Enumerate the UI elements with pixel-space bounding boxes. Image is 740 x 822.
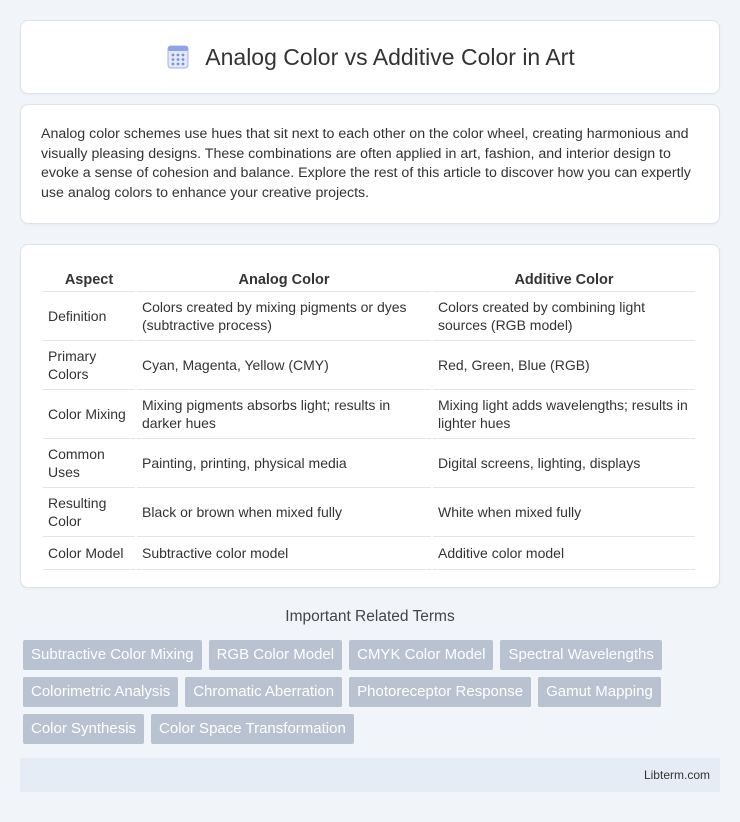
table-row: [43, 537, 695, 570]
cell-aspect: Primary Colors: [43, 341, 135, 390]
intro-card: [20, 104, 720, 224]
cell-additive: Digital screens, lighting, displays: [433, 439, 695, 488]
cell-aspect: Common Uses: [43, 439, 135, 488]
cell-aspect: Resulting Color: [43, 488, 135, 537]
term-tag[interactable]: Photoreceptor Response: [349, 677, 531, 707]
table-header-row: [43, 265, 695, 292]
cell-additive: Additive color model: [433, 537, 695, 570]
cell-aspect: Definition: [43, 292, 135, 341]
cell-additive: Red, Green, Blue (RGB): [433, 341, 695, 390]
header-analog: Analog Color: [137, 265, 431, 292]
term-tag[interactable]: RGB Color Model: [209, 640, 343, 670]
comparison-table: [41, 265, 697, 570]
header-additive: Additive Color: [433, 265, 695, 292]
table-row: [43, 488, 695, 537]
table-row: [43, 439, 695, 488]
term-tag[interactable]: Colorimetric Analysis: [23, 677, 178, 707]
term-tag[interactable]: Chromatic Aberration: [185, 677, 342, 707]
table-row: [43, 390, 695, 439]
table-row: [43, 292, 695, 341]
cell-analog: Cyan, Magenta, Yellow (CMY): [137, 341, 431, 390]
term-tag[interactable]: Subtractive Color Mixing: [23, 640, 202, 670]
cell-aspect: Color Model: [43, 537, 135, 570]
cell-additive: White when mixed fully: [433, 488, 695, 537]
intro-text: Analog color schemes use hues that sit next to each other on the color wheel, creating harmonious and visually pleasing designs. These combinations are often applied in art, fashion, and interior design to evoke a sense of cohesion and balance. Explore the rest of this article to discover how you can expertly use analog colors to enhance your creative projects.: [41, 126, 691, 201]
term-tag[interactable]: Color Space Transformation: [151, 714, 354, 744]
cell-analog: Subtractive color model: [137, 537, 431, 570]
comparison-card: [20, 244, 720, 588]
cell-analog: Painting, printing, physical media: [137, 439, 431, 488]
cell-analog: Mixing pigments absorbs light; results in darker hues: [137, 390, 431, 439]
document-grid-icon: [165, 44, 191, 70]
related-terms-list: [23, 640, 723, 744]
cell-additive: Mixing light adds wavelengths; results in lighter hues: [433, 390, 695, 439]
cell-aspect: Color Mixing: [43, 390, 135, 439]
footer-site-link[interactable]: Libterm.com: [643, 768, 710, 782]
related-terms-title: Important Related Terms: [285, 608, 455, 625]
term-tag[interactable]: Gamut Mapping: [538, 677, 661, 707]
page-footer: [20, 758, 720, 792]
cell-analog: Colors created by mixing pigments or dyes (subtractive process): [137, 292, 431, 341]
table-row: [43, 341, 695, 390]
term-tag[interactable]: Color Synthesis: [23, 714, 144, 744]
term-tag[interactable]: CMYK Color Model: [349, 640, 493, 670]
header-aspect: Aspect: [43, 265, 135, 292]
cell-additive: Colors created by combining light sources (RGB model): [433, 292, 695, 341]
cell-analog: Black or brown when mixed fully: [137, 488, 431, 537]
page-title: Analog Color vs Additive Color in Art: [205, 43, 575, 70]
term-tag[interactable]: Spectral Wavelengths: [500, 640, 661, 670]
page-header: [20, 20, 720, 94]
